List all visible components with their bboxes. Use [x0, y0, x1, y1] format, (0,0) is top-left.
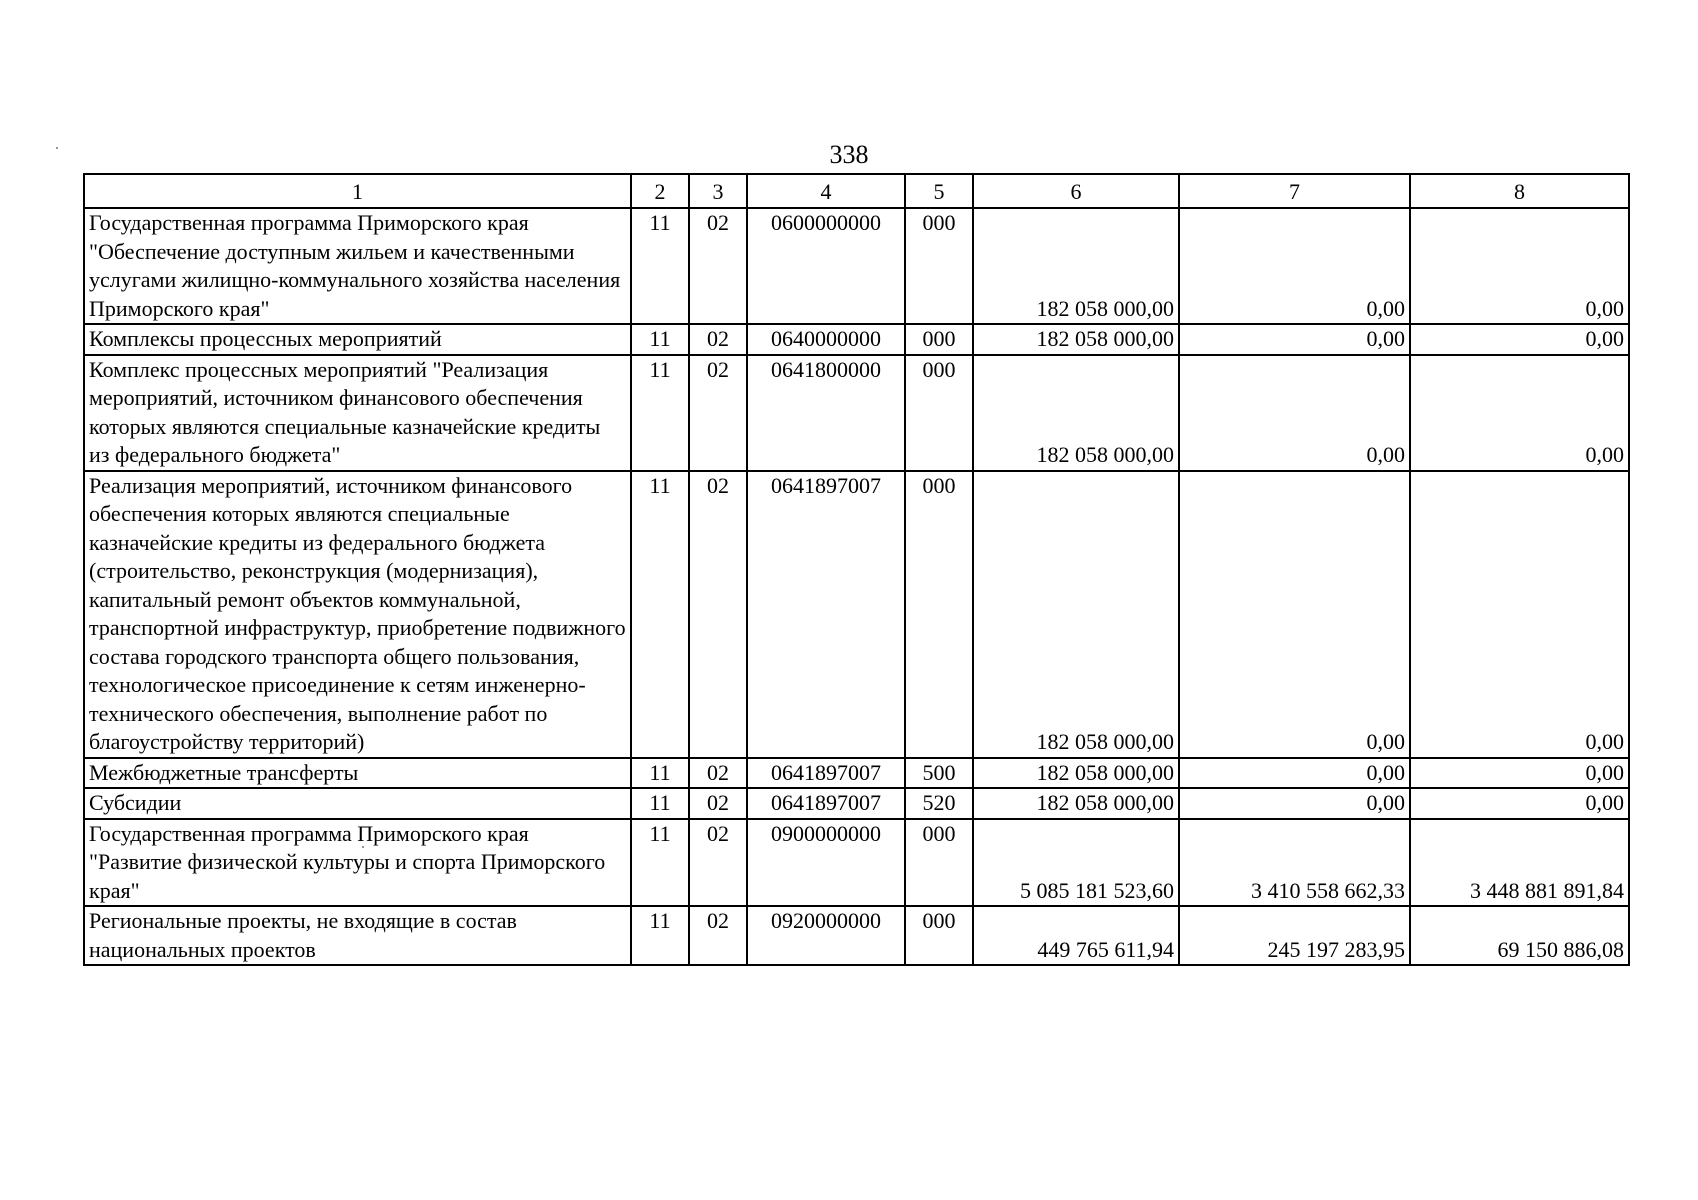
amount-col8: 0,00	[1410, 208, 1629, 324]
row-name: Комплексы процессных мероприятий	[84, 324, 631, 355]
row-name: Межбюджетные трансферты	[84, 758, 631, 789]
page-number: 338	[829, 140, 869, 169]
amount-col7: 0,00	[1179, 355, 1410, 471]
section-code: 11	[631, 355, 689, 471]
target-article-code: 0641800000	[747, 355, 905, 471]
expense-type-code: 000	[905, 208, 973, 324]
target-article-code: 0640000000	[747, 324, 905, 355]
amount-col8: 0,00	[1410, 355, 1629, 471]
row-name: Комплекс процессных мероприятий "Реализация мероприятий, источником финансового обеспечения которых являются специальные казначейские кредиты из федерального бюджета"	[84, 355, 631, 471]
row-name: Государственная программа Приморского края "Развитие физической культуры и спорта Приморского края"	[84, 819, 631, 907]
section-code: 11	[631, 471, 689, 758]
table-row	[84, 906, 1629, 965]
row-name: Региональные проекты, не входящие в состав национальных проектов	[84, 906, 631, 965]
amount-col6: 449 765 611,94	[973, 906, 1179, 965]
target-article-code: 0641897007	[747, 471, 905, 758]
table-row	[84, 471, 1629, 758]
amount-col6: 182 058 000,00	[973, 208, 1179, 324]
section-code: 11	[631, 819, 689, 907]
subsection-code: 02	[689, 324, 747, 355]
section-code: 11	[631, 324, 689, 355]
table-row	[84, 324, 1629, 355]
row-name: Реализация мероприятий, источником финансового обеспечения которых являются специальные казначейские кредиты из федерального бюджета (строительство, реконструкция (модернизация), капитальный ремонт объектов коммунальной, транспортной инфраструктур, приобретение подвижного состава городского транспорта общего пользования, технологическое присоединение к сетям инженерно-технического обеспечения, выполнение работ по благоустройству территорий)	[84, 471, 631, 758]
column-header: 8	[1410, 174, 1629, 208]
row-name: Государственная программа Приморского края "Обеспечение доступным жильем и качественными услугами жилищно-коммунального хозяйства населения Приморского края"	[84, 208, 631, 324]
column-header: 1	[84, 174, 631, 208]
row-name: Субсидии	[84, 788, 631, 819]
column-header: 4	[747, 174, 905, 208]
amount-col8: 0,00	[1410, 324, 1629, 355]
column-header: 3	[689, 174, 747, 208]
expense-type-code: 500	[905, 758, 973, 789]
amount-col6: 182 058 000,00	[973, 355, 1179, 471]
amount-col8: 3 448 881 891,84	[1410, 819, 1629, 907]
subsection-code: 02	[689, 819, 747, 907]
target-article-code: 0641897007	[747, 788, 905, 819]
target-article-code: 0900000000	[747, 819, 905, 907]
expense-type-code: 000	[905, 324, 973, 355]
amount-col7: 0,00	[1179, 324, 1410, 355]
subsection-code: 02	[689, 758, 747, 789]
amount-col7: 3 410 558 662,33	[1179, 819, 1410, 907]
amount-col6: 182 058 000,00	[973, 471, 1179, 758]
column-header: 5	[905, 174, 973, 208]
amount-col7: 0,00	[1179, 471, 1410, 758]
amount-col8: 0,00	[1410, 758, 1629, 789]
subsection-code: 02	[689, 471, 747, 758]
amount-col8: 0,00	[1410, 788, 1629, 819]
amount-col6: 182 058 000,00	[973, 324, 1179, 355]
expense-type-code: 000	[905, 906, 973, 965]
subsection-code: 02	[689, 906, 747, 965]
amount-col6: 5 085 181 523,60	[973, 819, 1179, 907]
section-code: 11	[631, 788, 689, 819]
target-article-code: 0600000000	[747, 208, 905, 324]
amount-col6: 182 058 000,00	[973, 788, 1179, 819]
column-header: 2	[631, 174, 689, 208]
table-row	[84, 208, 1629, 324]
header-row	[84, 174, 1629, 208]
amount-col7: 245 197 283,95	[1179, 906, 1410, 965]
table-row	[84, 355, 1629, 471]
subsection-code: 02	[689, 208, 747, 324]
expense-type-code: 000	[905, 355, 973, 471]
expense-type-code: 000	[905, 471, 973, 758]
column-header: 7	[1179, 174, 1410, 208]
table-row	[84, 788, 1629, 819]
section-code: 11	[631, 208, 689, 324]
subsection-code: 02	[689, 788, 747, 819]
section-code: 11	[631, 758, 689, 789]
column-header: 6	[973, 174, 1179, 208]
amount-col6: 182 058 000,00	[973, 758, 1179, 789]
amount-col8: 0,00	[1410, 471, 1629, 758]
expense-type-code: 520	[905, 788, 973, 819]
target-article-code: 0920000000	[747, 906, 905, 965]
expense-type-code: 000	[905, 819, 973, 907]
subsection-code: 02	[689, 355, 747, 471]
table-row	[84, 819, 1629, 907]
amount-col7: 0,00	[1179, 788, 1410, 819]
amount-col7: 0,00	[1179, 208, 1410, 324]
budget-table	[83, 173, 1630, 966]
target-article-code: 0641897007	[747, 758, 905, 789]
section-code: 11	[631, 906, 689, 965]
amount-col8: 69 150 886,08	[1410, 906, 1629, 965]
table-row	[84, 758, 1629, 789]
amount-col7: 0,00	[1179, 758, 1410, 789]
